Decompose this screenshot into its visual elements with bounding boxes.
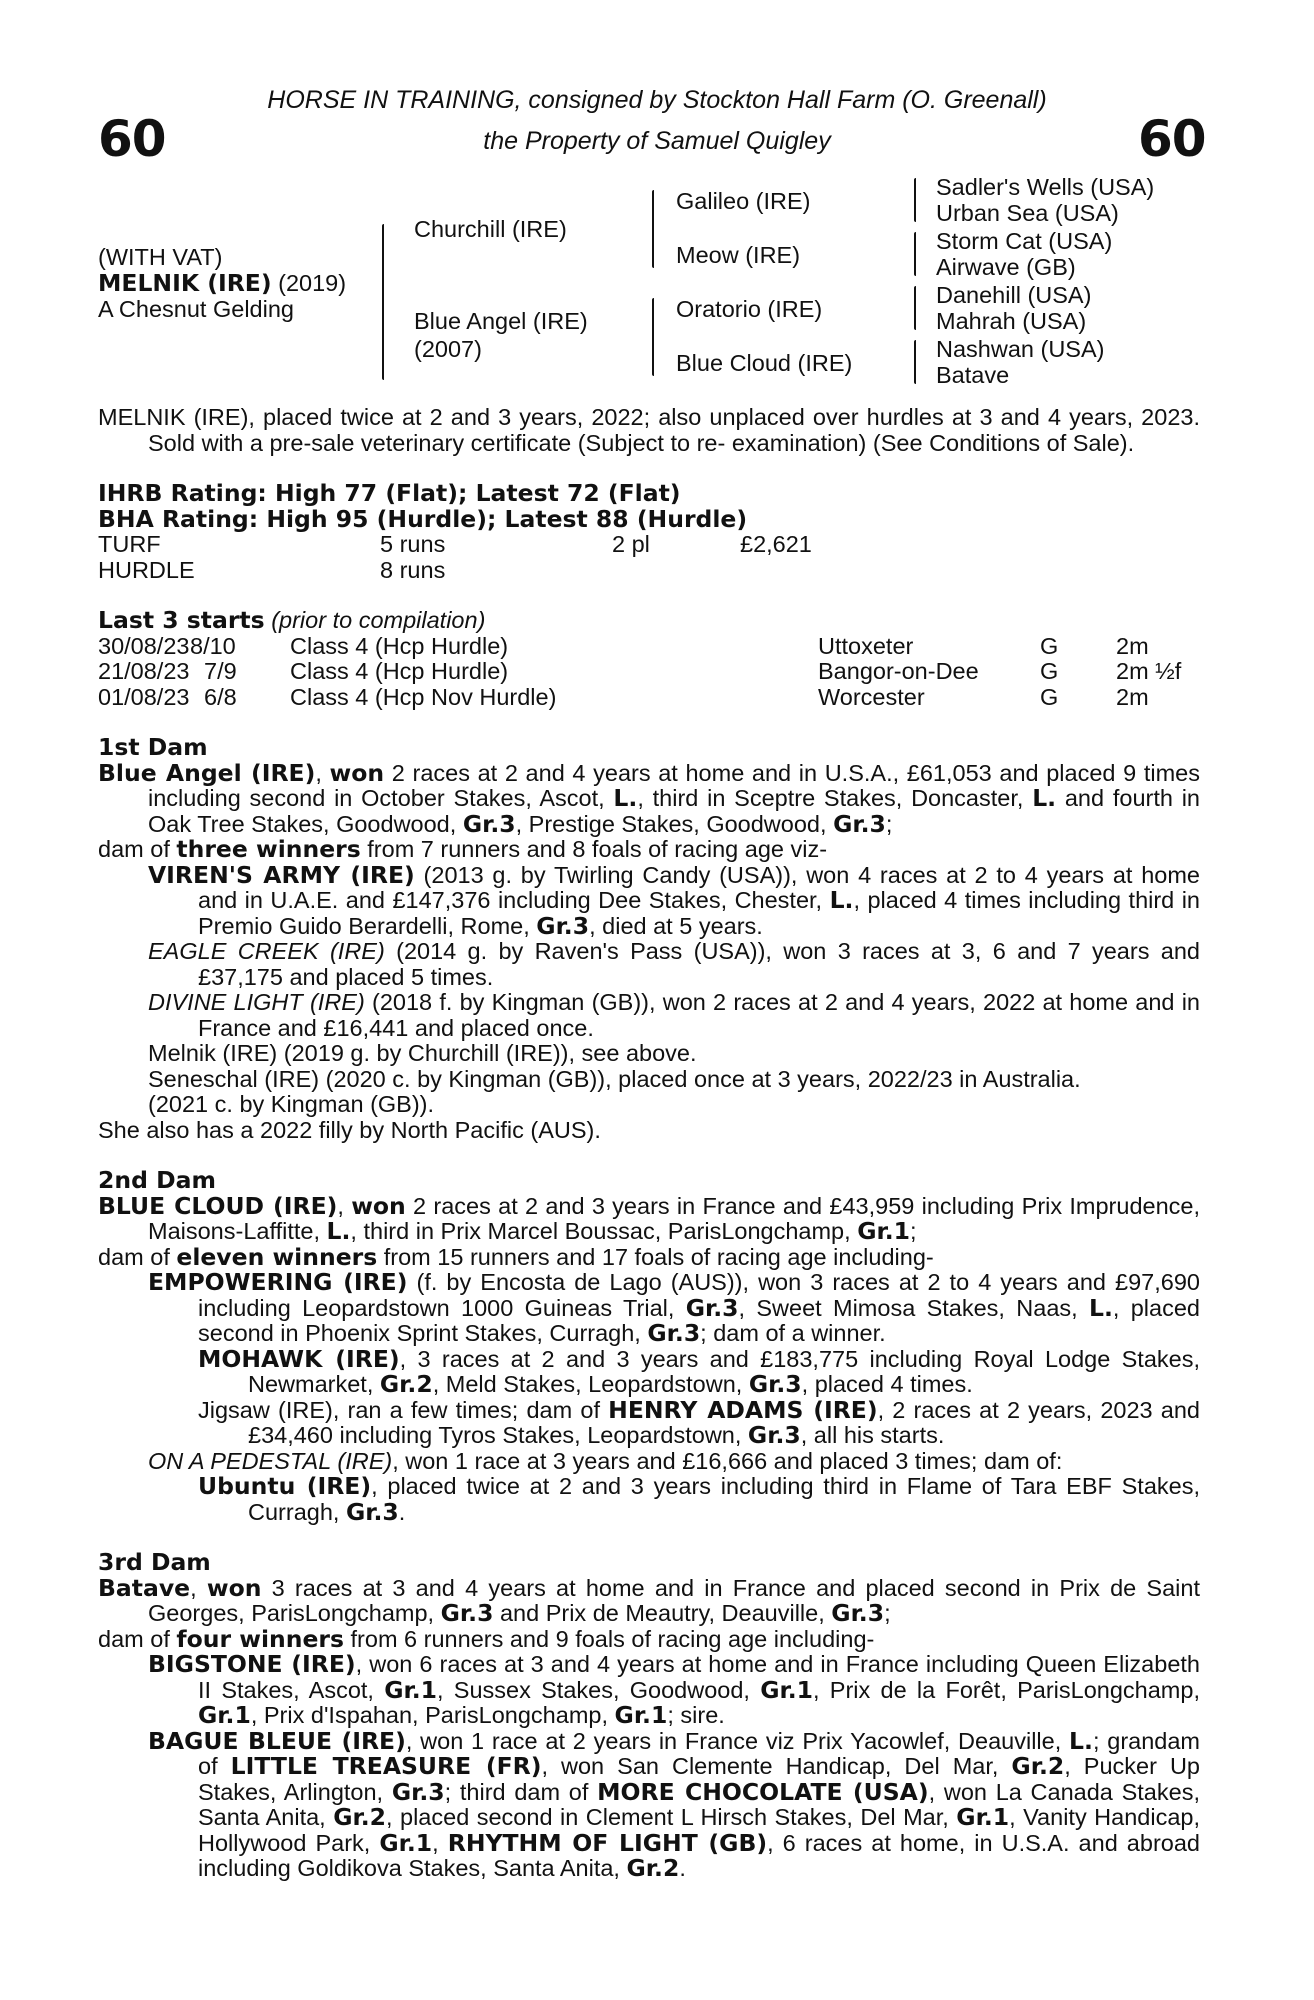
- text-run: Gr.1: [956, 1803, 1010, 1831]
- text-run: G: [1040, 632, 1059, 659]
- produce-virens-army: [98, 860, 1201, 940]
- text-run: , Pucker Up Stakes, Arlington,: [198, 1753, 1200, 1805]
- text-run: L.: [1032, 784, 1057, 812]
- gg-5: Danehill (USA): [936, 282, 1092, 308]
- text-run: , third in Prix Marcel Boussac, ParisLongchamp,: [350, 1218, 858, 1244]
- text-run: , placed 4 times including third in Premio Guido Berardelli, Rome,: [198, 887, 1201, 939]
- text-run: ; grandam of: [198, 1727, 1200, 1779]
- produce-on-a-pedestal: [98, 1449, 1200, 1475]
- text-run: TURF: [98, 531, 161, 557]
- sire-dam: Meow (IRE): [676, 242, 801, 268]
- produce-2022-filly: She also has a 2022 filly by North Pacific (AUS).: [98, 1116, 601, 1143]
- text-run: BLUE CLOUD (IRE): [98, 1191, 338, 1220]
- text-run: 2m: [1116, 683, 1149, 710]
- text-run: ; third dam of: [444, 1778, 598, 1805]
- text-run: BIGSTONE (IRE): [148, 1650, 356, 1678]
- produce-jigsaw: [98, 1395, 1201, 1449]
- dam-name: Blue Angel (IRE): [414, 308, 588, 334]
- text-run: BAGUE BLEUE (IRE): [148, 1726, 406, 1755]
- gg-3: Storm Cat (USA): [936, 228, 1113, 254]
- produce-2021-colt: (2021 c. by Kingman (GB)).: [148, 1091, 435, 1117]
- text-run: dam of: [98, 836, 177, 862]
- text-run: Gr.3: [685, 1293, 739, 1322]
- text-run: Gr.3: [833, 809, 886, 838]
- text-run: Gr.3: [536, 911, 590, 940]
- text-run: Gr.1: [379, 1828, 433, 1857]
- text-run: .: [679, 1855, 686, 1881]
- text-run: Gr.3: [647, 1319, 701, 1347]
- text-run: ,: [432, 1829, 448, 1856]
- text-run: four winners: [176, 1624, 344, 1653]
- text-run: 2m ½f: [1116, 658, 1182, 684]
- text-run: and fourth in Oak Tree Stakes, Goodwood,: [148, 785, 1200, 837]
- produce-bague-bleue: [98, 1726, 1200, 1882]
- text-run: , Sussex Stakes, Goodwood,: [437, 1676, 761, 1703]
- text-run: three winners: [176, 835, 361, 863]
- text-run: Uttoxeter: [818, 632, 914, 659]
- dam-dam: Blue Cloud (IRE): [676, 350, 853, 376]
- text-run: , won 1 race at 3 years and £16,666 and placed 3 times; dam of:: [392, 1447, 1063, 1474]
- first-dam-produce: [98, 837, 1200, 863]
- text-run: EMPOWERING (IRE): [148, 1268, 408, 1296]
- vat-note: (WITH VAT): [98, 244, 223, 270]
- second-dam-produce: [98, 1242, 1200, 1271]
- text-run: 8/10: [190, 632, 236, 659]
- text-run: Gr.1: [614, 1701, 668, 1729]
- text-run: (2013 g. by Twirling Candy (USA)), won 4 races at 2 to 4 years at home and in U.A.E. and £147,376 including Dee Stakes, Chester,: [198, 861, 1200, 913]
- text-run: MOHAWK (IRE): [198, 1344, 400, 1373]
- text-run: , won 1 race at 2 years in France viz Prix Yacowlef, Deauville,: [405, 1727, 1070, 1754]
- bha-rating: BHA Rating: High 95 (Hurdle); Latest 88 (Hurdle): [98, 504, 748, 533]
- text-run: won: [329, 758, 385, 787]
- text-run: L.: [829, 886, 854, 914]
- text-run: , won 6 races at 3 and 4 years at home and in France including Queen Elizabeth II Stakes, Ascot,: [198, 1651, 1200, 1703]
- sire-sire: Galileo (IRE): [676, 188, 811, 214]
- text-run: 5 runs: [380, 531, 446, 557]
- text-run: Gr.3: [345, 1497, 399, 1526]
- pedigree-brace-g4: [914, 340, 916, 384]
- text-run: 2 pl: [612, 531, 650, 557]
- text-run: , 2 races at 2 years, 2023 and £34,460 including Tyros Stakes, Leopardstown,: [248, 1396, 1201, 1448]
- pedigree-brace-g3: [914, 286, 916, 330]
- text-run: 2 races at 2 and 4 years at home and in U.S.A., £61,053 and placed 9 times including second in October Stakes, Ascot,: [148, 759, 1200, 811]
- produce-bigstone: [98, 1652, 1200, 1729]
- text-run: , placed second in Clement L Hirsch Stakes, Del Mar,: [386, 1804, 957, 1830]
- text-run: L.: [1088, 1293, 1113, 1322]
- text-run: dam of: [98, 1625, 177, 1652]
- text-run: Gr.3: [747, 1421, 801, 1449]
- lot-number-left: 60: [98, 110, 166, 168]
- gg-1: Sadler's Wells (USA): [936, 174, 1155, 200]
- text-run: Gr.1: [857, 1217, 910, 1245]
- text-run: Gr.2: [379, 1370, 433, 1398]
- text-run: , Sweet Mimosa Stakes, Naas,: [738, 1294, 1089, 1321]
- text-run: , Prestige Stakes, Goodwood,: [515, 810, 834, 837]
- first-dam-heading: 1st Dam: [98, 733, 208, 761]
- text-run: , 6 races at home, in U.S.A. and abroad including Goldikova Stakes, Santa Anita,: [198, 1829, 1200, 1881]
- text-run: 30/08/23: [98, 632, 190, 659]
- text-run: , placed 4 times.: [801, 1371, 973, 1397]
- text-run: , Vanity Handicap, Hollywood Park,: [198, 1804, 1200, 1856]
- text-run: Jigsaw (IRE), ran a few times; dam of: [198, 1396, 609, 1423]
- first-dam-record: Blue Angel (IRE), won 2 races at 2 and 4 years at home and in U.S.A., £61,053 and placed 9 times including second in October Stakes, Ascot, L., third in Sceptre Stakes, Doncaster, L. and fourth in Oak Tree Stakes, Goodwood, Gr.3, Prestige Stakes, Goodwood, Gr.3;: [98, 758, 1200, 838]
- text-run: 7/9: [204, 658, 237, 684]
- record-row-turf: [98, 532, 1200, 558]
- text-run: ; sire.: [667, 1702, 725, 1728]
- gg-4: Airwave (GB): [936, 254, 1076, 280]
- text-run: ;: [910, 1218, 917, 1244]
- record-row-hurdle: [98, 558, 1200, 584]
- text-run: ; dam of a winner.: [700, 1320, 886, 1346]
- produce-empowering: [98, 1270, 1200, 1347]
- text-run: Gr.3: [831, 1599, 885, 1627]
- text-run: from 15 runners and 17 foals of racing age including-: [377, 1243, 934, 1270]
- horse-year: (2019): [278, 270, 347, 296]
- second-dam-heading: 2nd Dam: [98, 1166, 216, 1194]
- lot-number-right: 60: [1138, 110, 1206, 168]
- text-run: Gr.2: [333, 1803, 386, 1831]
- text-run: Gr.3: [748, 1370, 802, 1398]
- start-row: [98, 685, 1200, 711]
- ihrb-rating: IHRB Rating: High 77 (Flat); Latest 72 (Flat): [98, 479, 681, 507]
- text-run: DIVINE LIGHT (IRE): [148, 989, 365, 1015]
- text-run: Gr.3: [391, 1777, 445, 1806]
- gg-2: Urban Sea (USA): [936, 200, 1119, 226]
- produce-melnik: Melnik (IRE) (2019 g. by Churchill (IRE)), see above.: [148, 1040, 697, 1066]
- text-run: Gr.3: [462, 809, 516, 838]
- text-run: Last 3 starts: [98, 606, 265, 634]
- text-run: and Prix de Meautry, Deauville,: [493, 1600, 832, 1626]
- second-dam-record: BLUE CLOUD (IRE), won 2 races at 2 and 3 years in France and £43,959 including Prix Imprudence, Maisons-Laffitte, L., third in Prix Marcel Boussac, ParisLongchamp, Gr.1;: [98, 1191, 1201, 1245]
- text-run: won: [206, 1573, 262, 1602]
- text-run: Worcester: [818, 683, 925, 710]
- text-run: (f. by Encosta de Lago (AUS)), won 3 races at 2 to 4 years and £97,690 including Leopardstown 1000 Guineas Trial,: [198, 1269, 1200, 1321]
- dam-year: (2007): [414, 336, 482, 362]
- text-run: from 6 runners and 9 foals of racing age including-: [344, 1625, 875, 1652]
- text-run: , won San Clemente Handicap, Del Mar,: [541, 1753, 1012, 1779]
- text-run: L.: [613, 784, 638, 812]
- text-run: LITTLE TREASURE (FR): [230, 1752, 542, 1780]
- text-run: (2018 f. by Kingman (GB)), won 2 races at 2 and 4 years, 2022 at home and in France and £16,441 and placed once.: [198, 989, 1200, 1041]
- text-run: VIREN'S ARMY (IRE): [148, 860, 415, 889]
- start-row: [98, 659, 1200, 685]
- text-run: , won La Canada Stakes, Santa Anita,: [198, 1778, 1200, 1830]
- summary-paragraph: MELNIK (IRE), placed twice at 2 and 3 years, 2022; also unplaced over hurdles at 3 and 4 years, 2023. Sold with a pre-sale veterinary certificate (Subject to re- examination) (See Conditions of Sale).: [98, 404, 1200, 456]
- text-run: , Prix de la Forêt, ParisLongchamp,: [813, 1676, 1200, 1703]
- text-run: L.: [1069, 1726, 1093, 1755]
- text-run: RHYTHM OF LIGHT (GB): [447, 1828, 768, 1857]
- text-run: Batave: [98, 1573, 191, 1602]
- consignment-line: HORSE IN TRAINING, consigned by Stockton Hall Farm (O. Greenall): [267, 86, 1047, 114]
- text-run: G: [1040, 683, 1059, 710]
- text-run: eleven winners: [176, 1242, 378, 1271]
- text-run: , Prix d'Ispahan, ParisLongchamp,: [250, 1702, 615, 1728]
- text-run: Gr.2: [626, 1854, 680, 1882]
- horse-description: A Chesnut Gelding: [98, 296, 294, 322]
- text-run: 2 races at 2 and 3 years in France and £43,959 including Prix Imprudence, Maisons-Laffitte,: [148, 1192, 1201, 1244]
- text-run: ON A PEDESTAL (IRE): [148, 1447, 393, 1474]
- horse-name: MELNIK (IRE): [98, 269, 272, 297]
- text-run: 21/08/23: [98, 658, 190, 684]
- text-run: £2,621: [740, 531, 812, 557]
- text-run: , died at 5 years.: [589, 912, 763, 939]
- text-run: dam of: [98, 1243, 177, 1270]
- text-run: Bangor-on-Dee: [818, 658, 979, 684]
- text-run: (2014 g. by Raven's Pass (USA)), won 3 races at 3, 6 and 7 years and £37,175 and placed 5 times.: [198, 938, 1200, 990]
- text-run: G: [1040, 658, 1059, 684]
- produce-ubuntu: [98, 1474, 1200, 1525]
- pedigree-brace-main: [382, 224, 384, 380]
- text-run: , third in Sceptre Stakes, Doncaster,: [637, 785, 1033, 811]
- text-run: (prior to compilation): [271, 607, 486, 633]
- property-line: the Property of Samuel Quigley: [483, 127, 831, 155]
- dam-sire: Oratorio (IRE): [676, 296, 823, 322]
- text-run: , Meld Stakes, Leopardstown,: [432, 1371, 749, 1397]
- text-run: 8 runs: [380, 556, 446, 583]
- third-dam-produce: [98, 1624, 1200, 1653]
- gg-7: Nashwan (USA): [936, 336, 1105, 362]
- produce-seneschal: Seneschal (IRE) (2020 c. by Kingman (GB)), placed once at 3 years, 2022/23 in Australia.: [148, 1065, 1081, 1092]
- text-run: 2m: [1116, 632, 1149, 659]
- third-dam-heading: 3rd Dam: [98, 1548, 211, 1576]
- text-run: 01/08/23: [98, 683, 190, 710]
- text-run: , all his starts.: [800, 1422, 945, 1448]
- text-run: from 7 runners and 8 foals of racing age viz-: [360, 836, 828, 862]
- pedigree-brace-sire: [652, 190, 654, 268]
- produce-mohawk: [98, 1344, 1200, 1398]
- text-run: ;: [885, 810, 893, 837]
- horse-title: [98, 270, 346, 296]
- text-run: HURDLE: [98, 556, 195, 583]
- gg-6: Mahrah (USA): [936, 308, 1087, 334]
- produce-eagle-creek: [98, 939, 1200, 990]
- catalogue-body: [98, 405, 1200, 1882]
- pedigree-brace-g2: [914, 232, 916, 276]
- produce-divine-light: [98, 990, 1200, 1041]
- text-run: Class 4 (Hcp Nov Hurdle): [290, 683, 557, 710]
- text-run: , placed twice at 2 and 3 years including third in Flame of Tara EBF Stakes, Curragh,: [248, 1473, 1201, 1525]
- text-run: L.: [326, 1217, 351, 1245]
- last-starts-heading: [98, 608, 1200, 634]
- text-run: Gr.2: [1011, 1752, 1065, 1780]
- text-run: Blue Angel (IRE): [98, 758, 316, 787]
- text-run: , 3 races at 2 and 3 years and £183,775 including Royal Lodge Stakes, Newmarket,: [248, 1345, 1200, 1397]
- text-run: ;: [884, 1600, 891, 1626]
- gg-8: Batave: [936, 362, 1010, 388]
- text-run: Class 4 (Hcp Hurdle): [290, 632, 509, 659]
- sire-name: Churchill (IRE): [414, 216, 567, 242]
- text-run: , placed second in Phoenix Sprint Stakes, Curragh,: [198, 1294, 1200, 1346]
- start-row: [98, 634, 1200, 660]
- text-run: 3 races at 3 and 4 years at home and in France and placed second in Prix de Saint Georges, ParisLongchamp,: [148, 1574, 1200, 1626]
- third-dam-record: Batave, won 3 races at 3 and 4 years at home and in France and placed second in Prix de Saint Georges, ParisLongchamp, Gr.3 and Prix de Meautry, Deauville, Gr.3;: [98, 1573, 1200, 1627]
- text-run: MORE CHOCOLATE (USA): [597, 1777, 929, 1806]
- text-run: Gr.1: [198, 1701, 251, 1729]
- text-run: HENRY ADAMS (IRE): [608, 1395, 878, 1424]
- text-run: .: [398, 1498, 406, 1525]
- text-run: Gr.1: [384, 1675, 438, 1704]
- pedigree-brace-g1: [914, 178, 916, 222]
- text-run: Ubuntu (IRE): [198, 1472, 372, 1500]
- text-run: Gr.1: [760, 1675, 814, 1704]
- text-run: won: [351, 1191, 406, 1220]
- pedigree-brace-dam: [652, 298, 654, 376]
- text-run: Class 4 (Hcp Hurdle): [290, 658, 509, 684]
- text-run: EAGLE CREEK (IRE): [148, 938, 385, 964]
- text-run: 6/8: [204, 683, 237, 710]
- text-run: Gr.3: [440, 1599, 494, 1627]
